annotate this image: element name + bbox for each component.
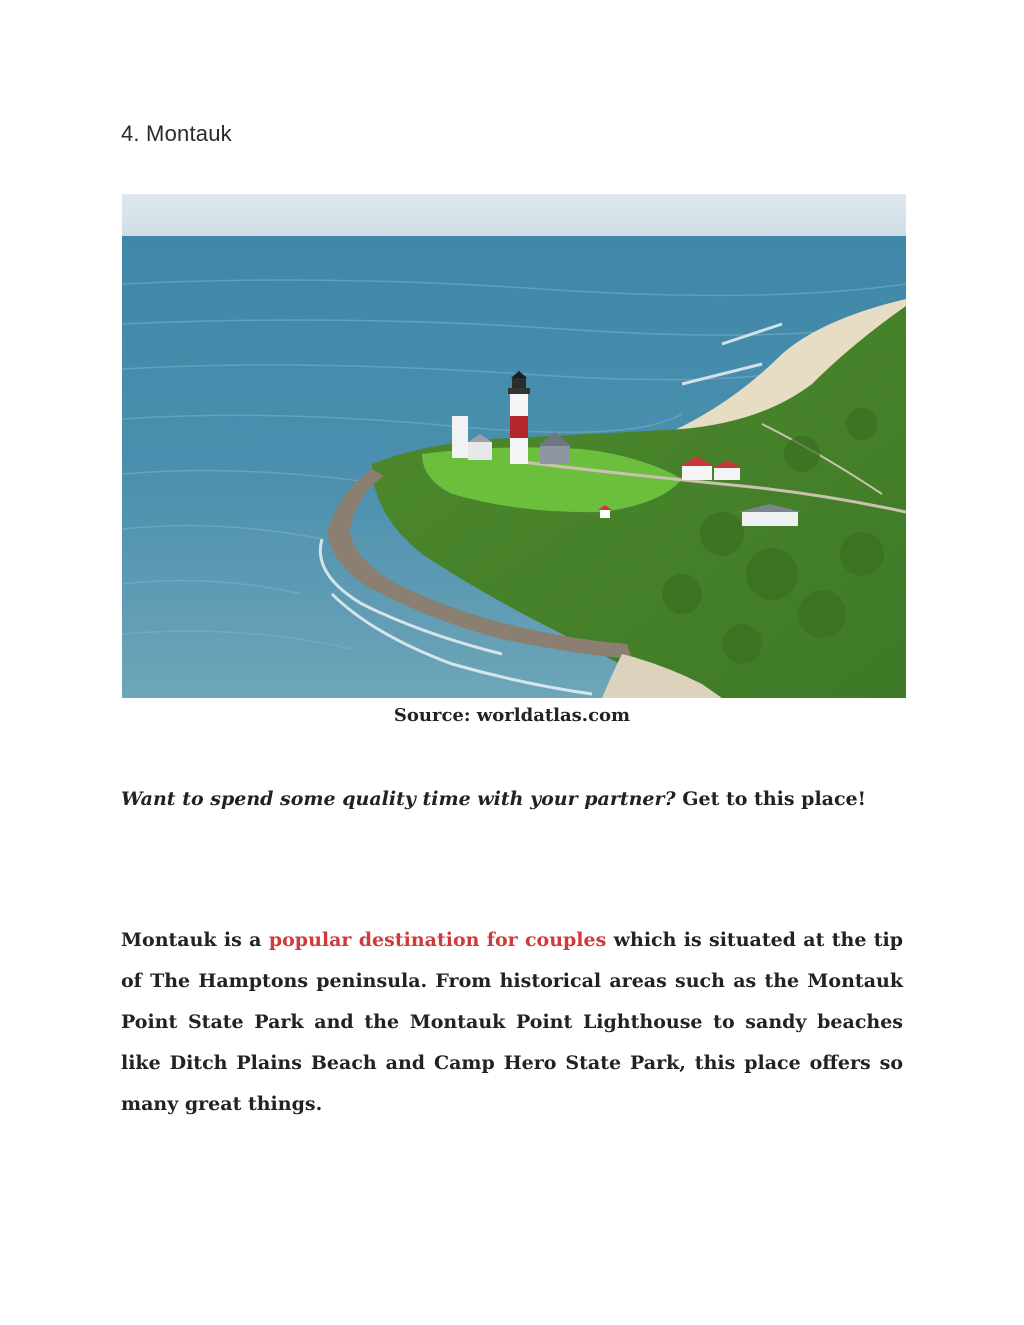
section-heading: 4. Montauk	[121, 121, 232, 146]
intro-rest: Get to this place!	[675, 788, 866, 810]
intro-paragraph	[121, 779, 903, 820]
description-lead: Montauk is a	[121, 929, 269, 951]
aerial-photo-illustration	[122, 194, 906, 698]
description-paragraph	[121, 920, 903, 1125]
montauk-lighthouse-photo	[122, 194, 906, 698]
couples-destination-link[interactable]: popular destination for couples	[268, 929, 607, 951]
image-caption: Source: worldatlas.com	[393, 705, 631, 726]
description-rest: which is situated at the tip of The Hamptons peninsula. From historical areas such as the Montauk Point State Park and the Montauk Point Lighthouse to sandy beaches like Ditch Plains Beach and Camp Hero State Park, this place offers so many great things.	[121, 929, 904, 1115]
intro-question: Want to spend some quality time with your partner?	[121, 788, 676, 810]
